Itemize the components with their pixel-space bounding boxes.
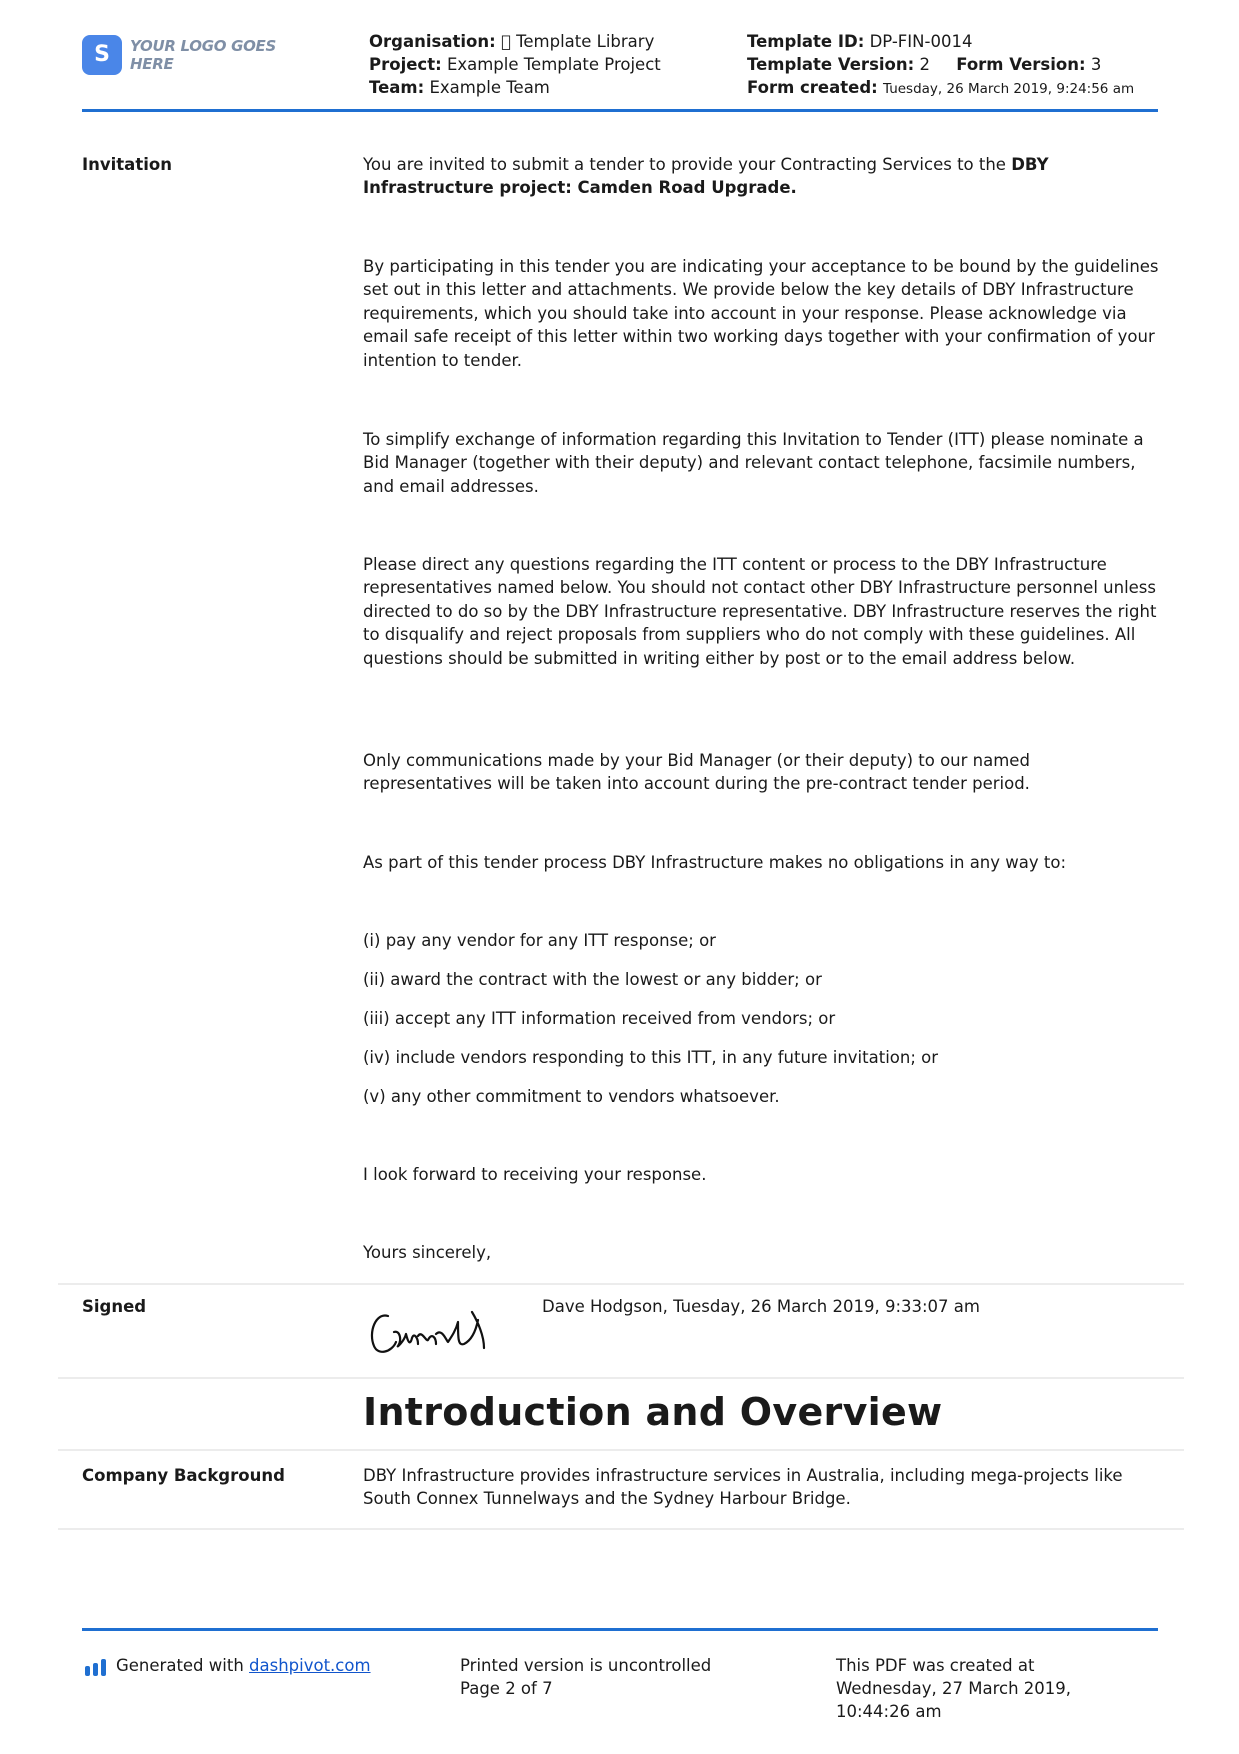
section-title: Introduction and Overview [363,1390,943,1434]
template-version-value: 2 [919,55,930,74]
header-project-info [369,30,661,99]
template-id-label: Template ID: [747,32,865,51]
page-number: Page 2 of 7 [460,1679,553,1698]
list-item: (i) pay any vendor for any ITT response; or [363,931,716,950]
pdf-created: This PDF was created at Wednesday, 27 March 2019, 10:44:26 am [836,1656,1072,1721]
list-item: (ii) award the contract with the lowest or any bidder; or [363,970,822,989]
section-divider [58,1528,1184,1530]
invitation-paragraph-5: As part of this tender process DBY Infrastructure makes no obligations in any way to: [363,853,1067,872]
invitation-paragraph-2: To simplify exchange of information regarding this Invitation to Tender (ITT) please nominate a Bid Manager (together with their deputy) and relevant contact telephone, facsimile numbers, and email addresses. [363,430,1144,496]
bar-chart-icon [85,1658,109,1676]
section-divider [58,1283,1184,1285]
organisation-label: Organisation: [369,32,496,51]
project-value: Example Template Project [446,55,661,74]
generated-with: Generated with dashpivot.com [116,1656,371,1675]
invitation-label: Invitation [82,155,172,174]
form-version-label: Form Version: [956,55,1086,74]
print-status [460,1654,711,1700]
organisation-value: Template Library [500,32,640,51]
header-template-info [747,30,1134,101]
signature-image [366,1302,501,1362]
company-logo [82,34,312,76]
list-item: (v) any other commitment to vendors whatsoever. [363,1087,780,1106]
signer-details: Dave Hodgson, Tuesday, 26 March 2019, 9:33:07 am [542,1297,980,1316]
form-created-label: Form created: [747,78,878,97]
invitation-paragraph-1: By participating in this tender you are indicating your acceptance to be bound by the guidelines set out in this letter and attachments. We provide below the key details of DBY Infrastructure requirements, which you should take into account in your response. Please acknowledge via email safe receipt of this letter within two working days together with your confirmation of your intention to tender. [363,257,1159,370]
invitation-paragraph-4: Only communications made by your Bid Manager (or their deputy) to our named representatives will be taken into account during the pre-contract tender period. [363,751,1030,794]
logo-text: YOUR LOGO GOES HERE [130,37,277,73]
invitation-paragraph-3: Please direct any questions regarding the ITT content or process to the DBY Infrastructure representatives named below. You should not contact other DBY Infrastructure personnel unless directed to do so by the DBY Infrastructure representative. DBY Infrastructure reserves the right to disqualify and reject proposals from suppliers who do not comply with these guidelines. All questions should be submitted in writing either by post or to the email address below. [363,555,1157,668]
invitation-intro: You are invited to submit a tender to provide your Contracting Services to the DBY Infrastructure project: Camden Road Upgrade. [363,155,1049,198]
list-item: (iv) include vendors responding to this ITT, in any future invitation; or [363,1048,939,1067]
invitation-closing: Yours sincerely, [363,1243,492,1262]
project-label: Project: [369,55,442,74]
header-divider [82,109,1158,112]
team-label: Team: [369,78,425,97]
template-version-label: Template Version: [747,55,915,74]
footer-divider [82,1628,1158,1631]
template-id-value: DP-FIN-0014 [869,32,973,51]
signed-label: Signed [82,1297,147,1316]
logo-s-icon: S [82,35,122,75]
form-created-value: Tuesday, 26 March 2019, 9:24:56 am [883,81,1135,97]
section-divider [58,1377,1184,1379]
team-value: Example Team [429,78,550,97]
list-item: (iii) accept any ITT information received from vendors; or [363,1009,836,1028]
form-version-value: 3 [1090,55,1102,74]
section-divider [58,1449,1184,1451]
dashpivot-link[interactable]: dashpivot.com [249,1656,371,1675]
invitation-body [363,153,1163,200]
invitation-paragraph-6: I look forward to receiving your response. [363,1165,707,1184]
company-background-text: DBY Infrastructure provides infrastructure services in Australia, including mega-projects like South Connex Tunnelways and the Sydney Harbour Bridge. [363,1466,1123,1509]
company-background-label: Company Background [82,1466,285,1485]
printed-note: Printed version is uncontrolled [460,1656,712,1675]
